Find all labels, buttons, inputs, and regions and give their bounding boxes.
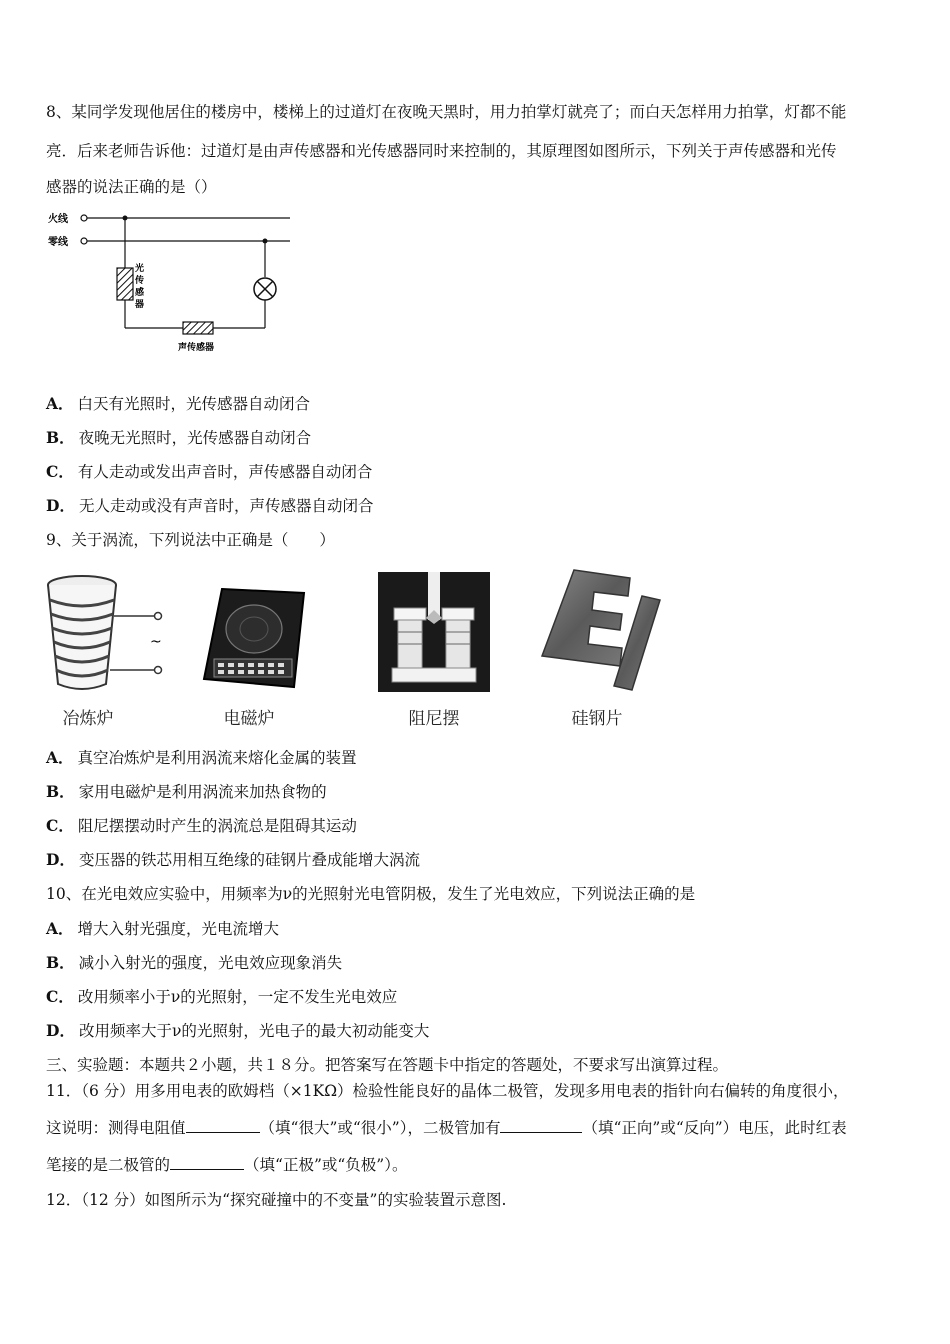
caption-induction-cooker: 电磁炉 (223, 709, 275, 729)
q8-option-a[interactable]: A． 白天有光照时，光传感器自动闭合 (46, 394, 311, 413)
caption-furnace: 冶炼炉 (62, 709, 114, 729)
q11-blank-3[interactable] (170, 1155, 244, 1170)
ac-symbol: ~ (150, 634, 162, 650)
q10-option-b[interactable]: B． 减小入射光的强度，光电效应现象消失 (46, 953, 343, 972)
induction-cooker-illustration (200, 585, 310, 695)
q9-option-b[interactable]: B． 家用电磁炉是利用涡流来加热食物的 (46, 782, 327, 801)
q8-stem-line3: 感器的说法正确的是（） (46, 178, 217, 196)
q12-stem: 12．（12 分）如图所示为“探究碰撞中的不变量”的实验装置示意图. (46, 1191, 507, 1209)
q10-option-c[interactable]: C． 改用频率小于ν的光照射，一定不发生光电效应 (46, 987, 398, 1006)
light-sensor-label-2: 传 (135, 276, 145, 286)
q8-option-c[interactable]: C． 有人走动或发出声音时，声传感器自动闭合 (46, 462, 373, 481)
q9-option-c[interactable]: C． 阻尼摆摆动时产生的涡流总是阻碍其运动 (46, 816, 357, 835)
fire-line-label: 火线 (48, 214, 68, 225)
sound-sensor-label: 声传感器 (178, 343, 215, 353)
q11-blank-1[interactable] (186, 1118, 260, 1133)
damping-pendulum-illustration (378, 572, 490, 692)
q9-option-d[interactable]: D． 变压器的铁芯用相互绝缘的硅钢片叠成能增大涡流 (46, 850, 420, 869)
q9-option-a[interactable]: A． 真空冶炼炉是利用涡流来熔化金属的装置 (46, 748, 357, 767)
neutral-line-label: 零线 (48, 237, 68, 248)
neutral-terminal (81, 238, 87, 244)
q8-option-d[interactable]: D． 无人走动或没有声音时，声传感器自动闭合 (46, 496, 374, 515)
light-sensor-label-1: 光 (135, 264, 145, 274)
caption-silicon-steel: 硅钢片 (571, 709, 623, 729)
q8-option-b[interactable]: B． 夜晚无光照时，光传感器自动闭合 (46, 428, 312, 447)
q11-blank-2[interactable] (500, 1118, 582, 1133)
light-sensor-label-4: 器 (135, 300, 145, 310)
q11-line2: 这说明：测得电阻值 （填“很大”或“很小”），二极管加有 （填“正向”或“反向”）电压，此时红表 (46, 1119, 847, 1137)
q8-stem-line1: 8、某同学发现他居住的楼房中，楼梯上的过道灯在夜晚天黑时，用力拍掌灯就亮了；而白天怎样用力拍掌，灯都不能 (46, 103, 847, 121)
furnace-illustration (44, 572, 174, 702)
q11-line3: 笔接的是二极管的 （填“正极”或“负极”）。 (46, 1156, 408, 1174)
section-3-heading: 三、实验题：本题共２小题，共１８分。把答案写在答题卡中指定的答题处，不要求写出演算过程。 (46, 1056, 729, 1074)
q10-option-d[interactable]: D． 改用频率大于ν的光照射，光电子的最大初动能变大 (46, 1021, 430, 1040)
q8-circuit-figure (46, 205, 306, 355)
light-sensor (117, 268, 133, 300)
q10-option-a[interactable]: A． 增大入射光强度，光电流增大 (46, 919, 280, 938)
sound-sensor (183, 322, 213, 334)
fire-terminal (81, 215, 87, 221)
q10-stem: 10、在光电效应实验中，用频率为ν的光照射光电管阴极，发生了光电效应，下列说法正确的是 (46, 885, 696, 903)
q9-stem: 9、关于涡流，下列说法中正确是（ ） (46, 531, 335, 549)
caption-damping-pendulum: 阻尼摆 (408, 709, 460, 729)
q11-line1: 11．（6 分）用多用电表的欧姆档（×1KΩ）检验性能良好的晶体二极管，发现多用电表的指针向右偏转的角度很小， (46, 1082, 849, 1100)
q8-stem-line2: 亮．后来老师告诉他：过道灯是由声传感器和光传感器同时来控制的，其原理图如图所示，下列关于声传感器和光传 (46, 142, 837, 160)
light-sensor-label-3: 感 (135, 288, 145, 298)
silicon-steel-illustration (538, 566, 666, 692)
